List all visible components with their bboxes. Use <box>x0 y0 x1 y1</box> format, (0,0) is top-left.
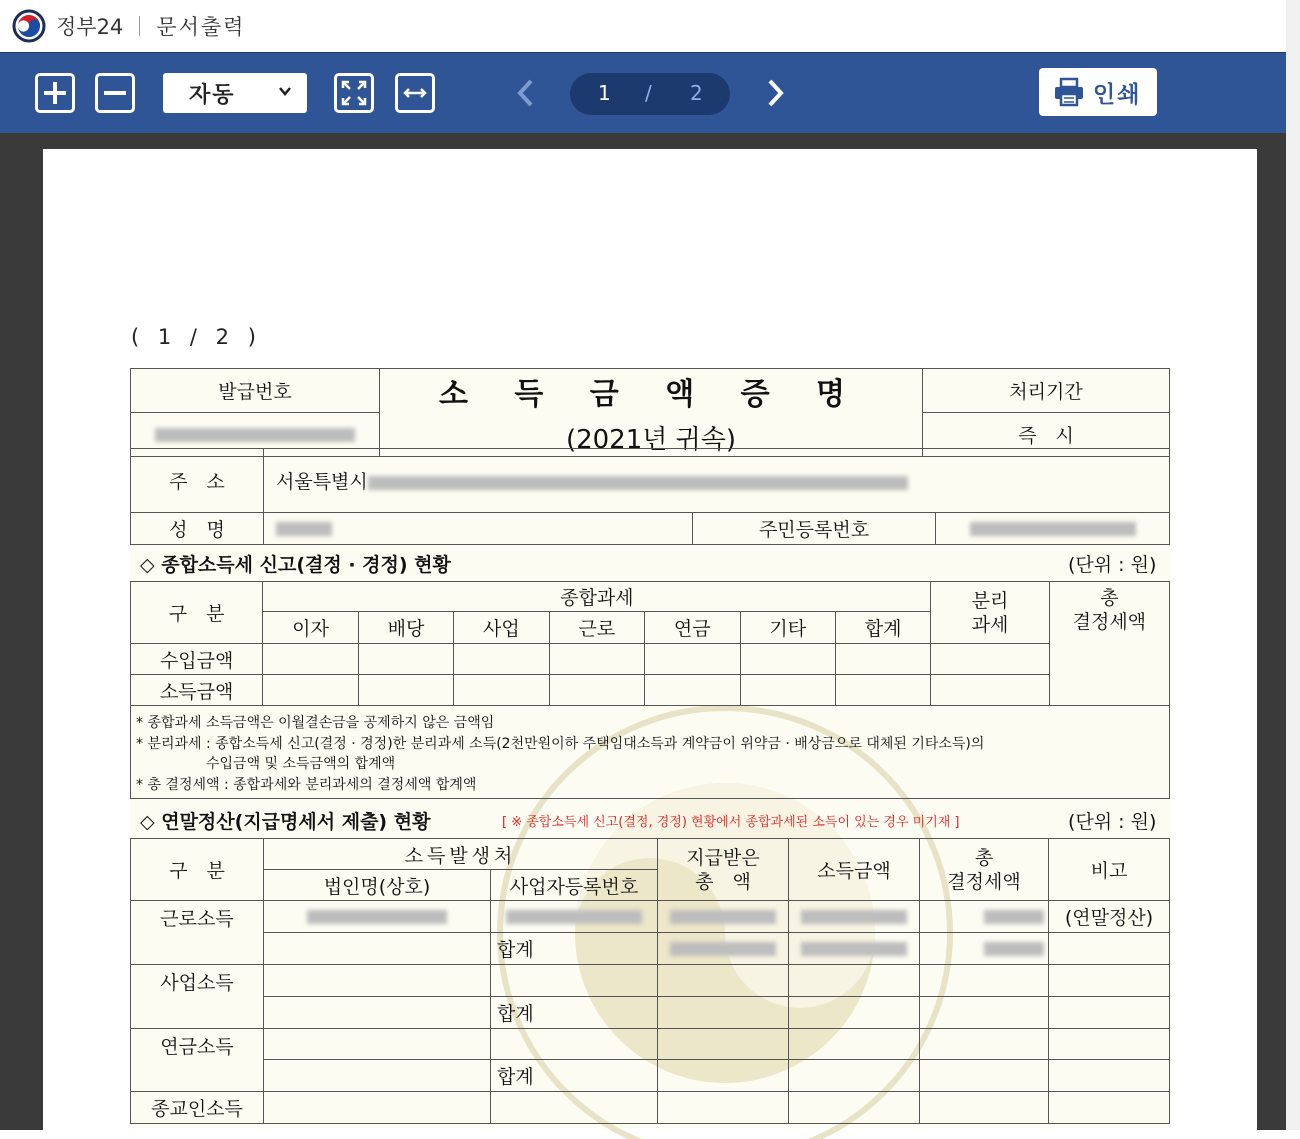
s1-col-separate: 분리 과세 <box>931 582 1049 644</box>
address-label: 주 소 <box>131 449 264 513</box>
note-4: * 총 결정세액 : 종합과세와 분리과세의 결정세액 합계액 <box>136 777 477 793</box>
s1-col-group: 구 분 <box>131 582 263 644</box>
s2-row-labor: 근로소득 <box>131 901 264 965</box>
s2-col-remark: 비고 <box>1049 839 1170 901</box>
labor-corp-value <box>264 901 491 933</box>
pension-sum-label: 합계 <box>491 1060 658 1092</box>
s1-col-other: 기타 <box>740 612 835 644</box>
page-marker: ( 1 / 2 ) <box>131 325 262 349</box>
address-text: 서울특별시 <box>276 471 368 493</box>
s1-row-income: 소득금액 <box>131 675 263 706</box>
page-total: 2 <box>690 81 703 105</box>
period-value: 즉 시 <box>923 413 1170 457</box>
certificate-body <box>130 368 1170 1128</box>
app-name: 정부24 <box>56 15 124 39</box>
page-indicator[interactable] <box>570 73 730 115</box>
page-current: 1 <box>598 81 611 105</box>
zoom-select-value: 자동 <box>189 82 236 108</box>
header-table <box>130 368 1170 457</box>
year-end-settlement-table <box>130 838 1170 1124</box>
fit-width-icon <box>401 79 429 107</box>
note-1: * 종합과세 소득금액은 이월결손금을 공제하지 않은 금액임 <box>136 715 495 731</box>
s2-row-pension: 연금소득 <box>131 1029 264 1092</box>
cert-subtitle: (2021년 귀속) <box>565 425 737 455</box>
minus-icon <box>102 80 128 106</box>
page-separator: / <box>645 81 652 105</box>
s1-col-sum: 합계 <box>835 612 930 644</box>
window-scrollbar[interactable] <box>1286 0 1300 1130</box>
note-3: 수입금액 및 소득금액의 합계액 <box>206 756 396 772</box>
address-value <box>264 449 1170 513</box>
print-label: 인쇄 <box>1093 81 1142 108</box>
person-table <box>130 448 1170 545</box>
section2-red-note: [ ※ 종합소득세 신고(결정, 경정) 현황에서 종합과세된 소득이 있는 경우 미기재 ] <box>502 815 960 830</box>
labor-biz-no-value <box>491 901 658 933</box>
prev-page-icon[interactable] <box>512 75 538 111</box>
fit-page-icon <box>340 79 368 107</box>
fit-width-button[interactable] <box>395 73 435 113</box>
name-value <box>264 513 693 545</box>
note-2: * 분리과세 : 종합소득세 신고(결정 · 경정)한 분리과세 소득(2천만원이하 주택임대소득과 계약금이 위약금 · 배상금으로 대체된 기타소득)의 <box>136 736 985 752</box>
s1-col-comprehensive: 종합과세 <box>263 582 931 612</box>
s2-row-business: 사업소득 <box>131 965 264 1029</box>
s2-col-source: 소득발생처 <box>264 839 658 870</box>
s1-col-labor: 근로 <box>549 612 644 644</box>
labor-sum-tax <box>920 933 1049 965</box>
cert-title: 소 득 금 액 증 명 <box>438 377 864 412</box>
zoom-in-button[interactable] <box>35 73 75 113</box>
period-label: 처리기간 <box>923 369 1170 413</box>
s2-col-total-tax: 총 결정세액 <box>920 839 1049 901</box>
rrn-label: 주민등록번호 <box>693 513 936 545</box>
title-separator <box>139 16 140 36</box>
document-page <box>43 149 1257 1139</box>
labor-sum-income <box>789 933 920 965</box>
printer-icon <box>1053 77 1085 107</box>
s2-row-religion: 종교인소득 <box>131 1092 264 1124</box>
labor-income-value <box>789 901 920 933</box>
print-button[interactable] <box>1039 68 1157 116</box>
gov24-logo-icon <box>12 9 46 43</box>
fit-page-button[interactable] <box>334 73 374 113</box>
labor-tax-value <box>920 901 1049 933</box>
rrn-value <box>936 513 1170 545</box>
issue-no-label: 발급번호 <box>131 369 380 413</box>
s1-col-business: 사업 <box>454 612 549 644</box>
zoom-out-button[interactable] <box>95 73 135 113</box>
s1-col-dividend: 배당 <box>358 612 453 644</box>
s2-col-income: 소득금액 <box>789 839 920 901</box>
s1-row-revenue: 수입금액 <box>131 644 263 675</box>
s1-col-pension: 연금 <box>645 612 740 644</box>
section2-unit: (단위 : 원) <box>1068 811 1157 833</box>
document-viewer[interactable] <box>0 133 1286 1130</box>
labor-paid-value <box>658 901 789 933</box>
business-sum-label: 합계 <box>491 997 658 1029</box>
s2-col-paid: 지급받은 총 액 <box>658 839 789 901</box>
section1-unit: (단위 : 원) <box>1068 554 1157 576</box>
s1-col-interest: 이자 <box>263 612 358 644</box>
window-title: 문서출력 <box>156 15 246 39</box>
zoom-select[interactable] <box>163 73 307 113</box>
plus-icon <box>42 80 68 106</box>
section2-title: ◇ 연말정산(지급명세서 제출) 현황 <box>140 811 431 833</box>
s1-col-total-tax: 총 결정세액 <box>1049 582 1169 706</box>
s2-col-corp-name: 법인명(상호) <box>264 870 491 901</box>
next-page-icon[interactable] <box>763 75 789 111</box>
cert-title-cell <box>380 369 923 457</box>
labor-sum-paid <box>658 933 789 965</box>
s2-col-group: 구 분 <box>131 839 264 901</box>
name-label: 성 명 <box>131 513 264 545</box>
section1-title: ◇ 종합소득세 신고(결정 · 경정) 현황 <box>140 554 451 576</box>
labor-sum-label: 합계 <box>491 933 658 965</box>
labor-remark: (연말정산) <box>1049 901 1170 933</box>
window-titlebar <box>0 0 1300 52</box>
viewer-toolbar <box>0 52 1286 133</box>
s2-col-biz-no: 사업자등록번호 <box>491 870 658 901</box>
chevron-down-icon <box>277 83 293 99</box>
